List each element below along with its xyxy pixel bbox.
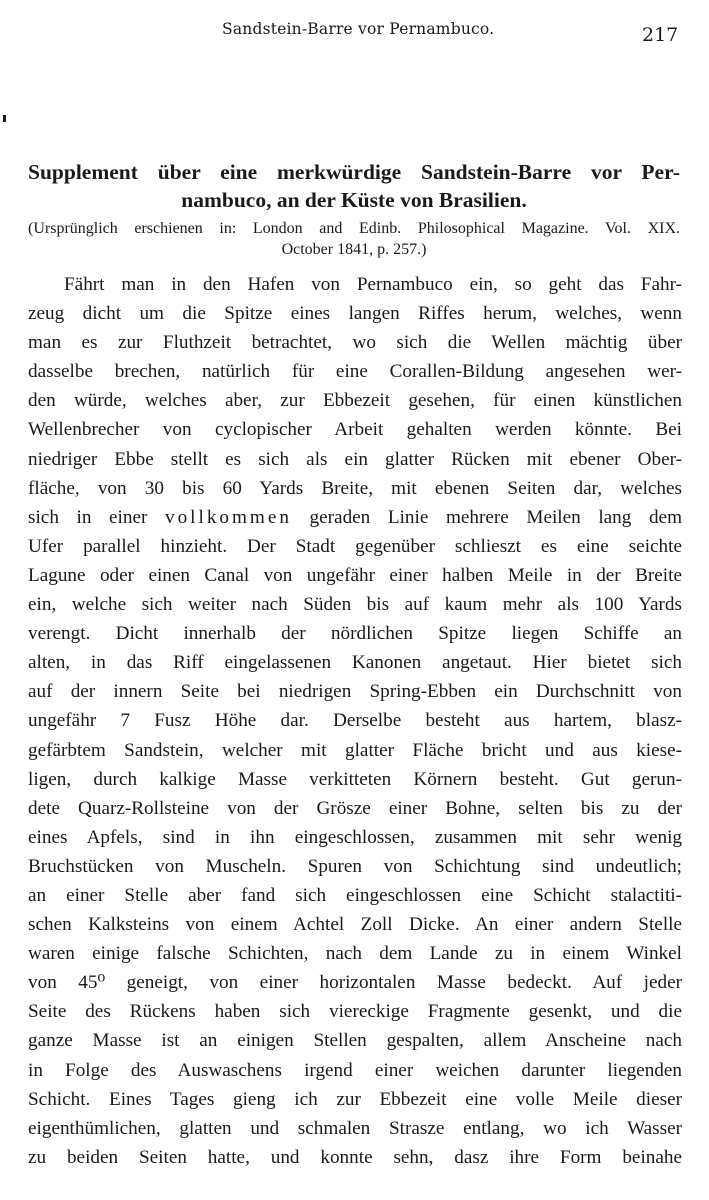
body-line: ganze Masse ist an einigen Stellen gespalten, allem Anscheine nach — [28, 1030, 682, 1052]
body-line: auf der innern Seite bei niedrigen Spring-Ebben ein Durchschnitt von — [28, 681, 682, 703]
print-speck — [3, 115, 6, 122]
body-paragraph — [28, 270, 682, 1172]
body-line: von 45⁰ geneigt, von einer horizontalen Masse bedeckt. Auf jeder — [28, 972, 682, 994]
emphasized-word: vollkommen — [164, 506, 292, 528]
body-line: zu beiden Seiten hatte, und konnte sehn, dasz ihre Form beinahe — [28, 1146, 682, 1168]
title-line: Supplement über eine merkwürdige Sandstein-Barre vor Per- — [28, 160, 680, 184]
body-line: ungefähr 7 Fusz Höhe dar. Derselbe besteht aus hartem, blasz- — [28, 710, 682, 732]
source-line: October 1841, p. 257.) — [281, 241, 427, 258]
body-line: fläche, von 30 bis 60 Yards Breite, mit ebenen Seiten dar, welches — [28, 477, 682, 499]
body-line: sich in einer vollkommen geraden Linie mehrere Meilen lang dem — [28, 506, 682, 528]
body-line: zeug dicht um die Spitze eines langen Riffes herum, welches, wenn — [28, 303, 682, 325]
source-note — [28, 218, 680, 260]
body-line: niedriger Ebbe stellt es sich als ein glatter Rücken mit ebener Ober- — [28, 448, 682, 470]
article-title — [28, 158, 680, 214]
title-line: nambuco, an der Küste von Brasilien. — [181, 188, 527, 212]
body-line: Wellenbrecher von cyclopischer Arbeit gehalten werden könnte. Bei — [28, 419, 682, 441]
body-line: ligen, durch kalkige Masse verkitteten Körnern besteht. Gut gerun- — [28, 768, 682, 790]
body-line: verengt. Dicht innerhalb der nördlichen Spitze liegen Schiffe an — [28, 623, 682, 645]
source-line: (Ursprünglich erschienen in: London and Edinb. Philosophical Magazine. Vol. XIX. — [28, 220, 680, 237]
body-line: ein, welche sich weiter nach Süden bis auf kaum mehr als 100 Yards — [28, 594, 682, 616]
body-line: Lagune oder einen Canal von ungefähr einer halben Meile in der Breite — [28, 564, 682, 586]
body-line: Ufer parallel hinzieht. Der Stadt gegenüber schlieszt es eine seichte — [28, 535, 682, 557]
body-line: Fährt man in den Hafen von Pernambuco ein, so geht das Fahr- — [64, 274, 682, 295]
body-line: gefärbtem Sandstein, welcher mit glatter Fläche bricht und aus kiese- — [28, 739, 682, 761]
body-line: Schicht. Eines Tages gieng ich zur Ebbezeit eine volle Meile dieser — [28, 1088, 682, 1110]
body-line: dete Quarz-Rollsteine von der Grösze einer Bohne, selten bis zu der — [28, 797, 682, 819]
body-line: man es zur Fluthzeit betrachtet, wo sich die Wellen mächtig über — [28, 332, 682, 354]
body-line: eigenthümlichen, glatten und schmalen Strasze entlang, wo ich Wasser — [28, 1117, 682, 1139]
body-line: an einer Stelle aber fand sich eingeschlossen eine Schicht stalactiti- — [28, 884, 682, 906]
page-number: 217 — [642, 24, 679, 46]
running-head — [0, 18, 709, 48]
body-line: eines Apfels, sind in ihn eingeschlossen, zusammen mit sehr wenig — [28, 826, 682, 848]
body-line: dasselbe brechen, natürlich für eine Corallen-Bildung angesehen wer- — [28, 361, 682, 383]
running-title: Sandstein-Barre vor Pernambuco. — [222, 20, 495, 38]
body-line: Seite des Rückens haben sich viereckige Fragmente gesenkt, und die — [28, 1001, 682, 1023]
body-line: alten, in das Riff eingelassenen Kanonen angetaut. Hier bietet sich — [28, 652, 682, 674]
body-line: waren einige falsche Schichten, nach dem Lande zu in einem Winkel — [28, 943, 682, 965]
body-line: schen Kalksteins von einem Achtel Zoll Dicke. An einer andern Stelle — [28, 914, 682, 936]
body-line: in Folge des Auswaschens irgend einer weichen darunter liegenden — [28, 1059, 682, 1081]
body-line: Bruchstücken von Muscheln. Spuren von Schichtung sind undeutlich; — [28, 855, 682, 877]
body-line: den würde, welches aber, zur Ebbezeit gesehen, für einen künstlichen — [28, 390, 682, 412]
